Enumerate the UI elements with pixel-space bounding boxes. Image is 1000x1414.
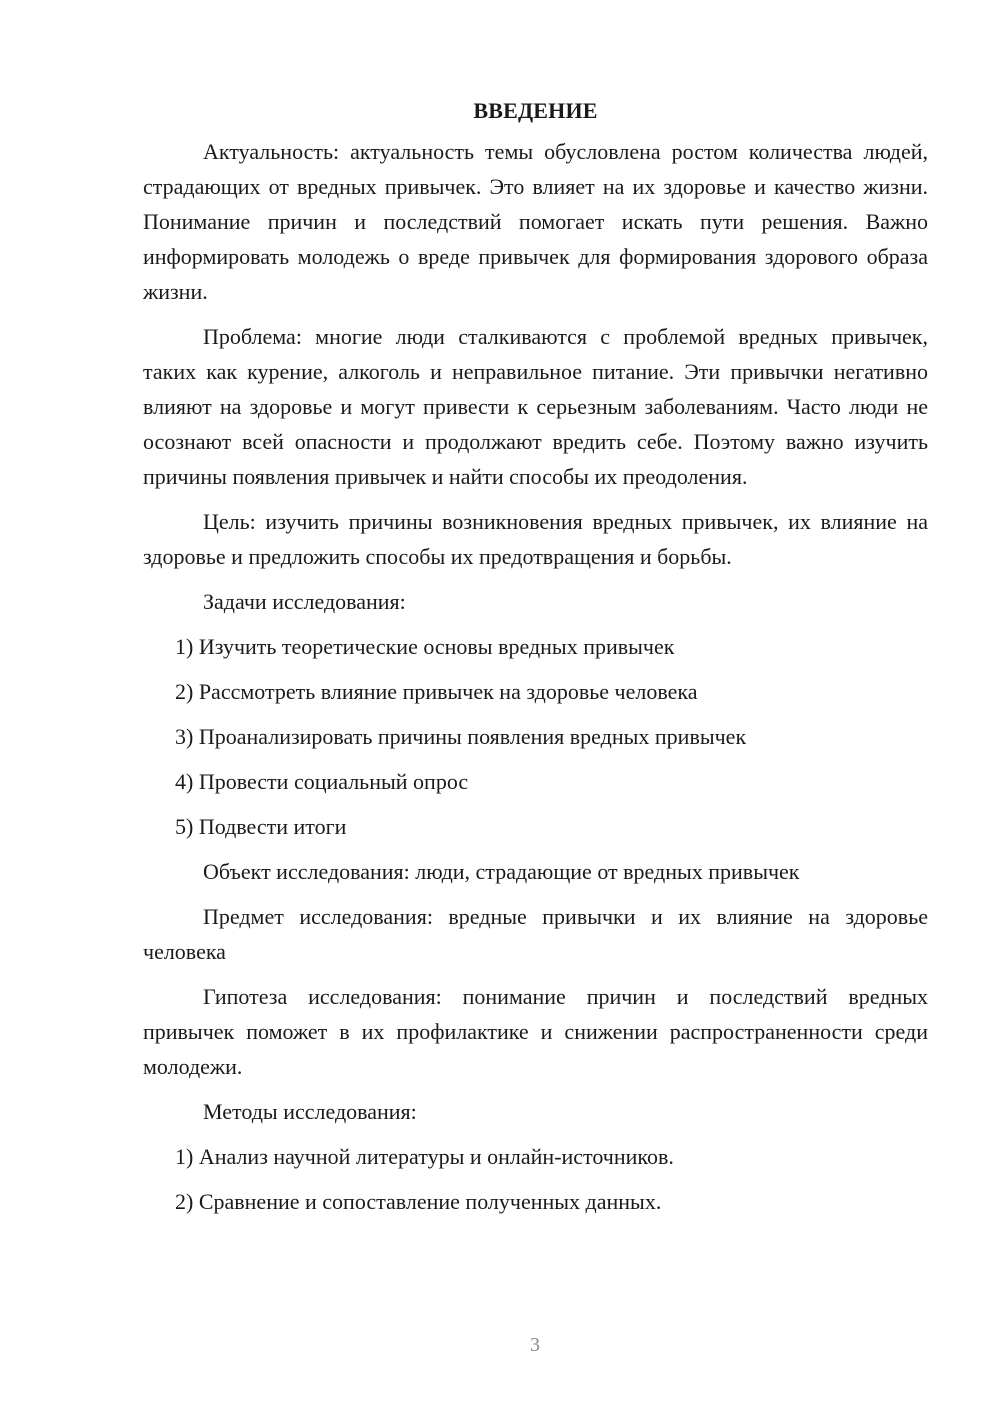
task-item-1: 1) Изучить теоретические основы вредных привычек [175,634,675,659]
task-item-5: 5) Подвести итоги [175,814,347,839]
research-subject: Предмет исследования: вредные привычки и их влияние на здоровье человека [143,904,928,964]
method-item-1: 1) Анализ научной литературы и онлайн-источников. [175,1144,674,1169]
research-hypothesis: Гипотеза исследования: понимание причин и последствий вредных привычек поможет в их профилактике и снижении распространенности среди молодежи. [143,984,928,1079]
section-title: ВВЕДЕНИЕ [473,98,598,123]
method-item-2: 2) Сравнение и сопоставление полученных данных. [175,1189,662,1214]
methods-heading: Методы исследования: [203,1099,417,1124]
document-page [143,96,928,1229]
relevance-paragraph: Актуальность: актуальность темы обусловлена ростом количества людей, страдающих от вредных привычек. Это влияет на их здоровье и качество жизни. Понимание причин и последствий помогает искать пути решения. Важно информировать молодежь о вреде привычек для формирования здорового образа жизни. [143,139,928,304]
task-item-3: 3) Проанализировать причины появления вредных привычек [175,724,747,749]
page-number: 3 [530,1334,540,1356]
task-item-4: 4) Провести социальный опрос [175,769,469,794]
tasks-heading: Задачи исследования: [203,589,406,614]
goal-paragraph: Цель: изучить причины возникновения вредных привычек, их влияние на здоровье и предложить способы их предотвращения и борьбы. [143,509,928,569]
research-object: Объект исследования: люди, страдающие от вредных привычек [203,859,800,884]
problem-paragraph: Проблема: многие люди сталкиваются с проблемой вредных привычек, таких как курение, алкоголь и неправильное питание. Эти привычки негативно влияют на здоровье и могут привести к серьезным заболеваниям. Часто люди не осознают всей опасности и продолжают вредить себе. Поэтому важно изучить причины появления привычек и найти способы их преодоления. [143,324,928,489]
task-item-2: 2) Рассмотреть влияние привычек на здоровье человека [175,679,698,704]
